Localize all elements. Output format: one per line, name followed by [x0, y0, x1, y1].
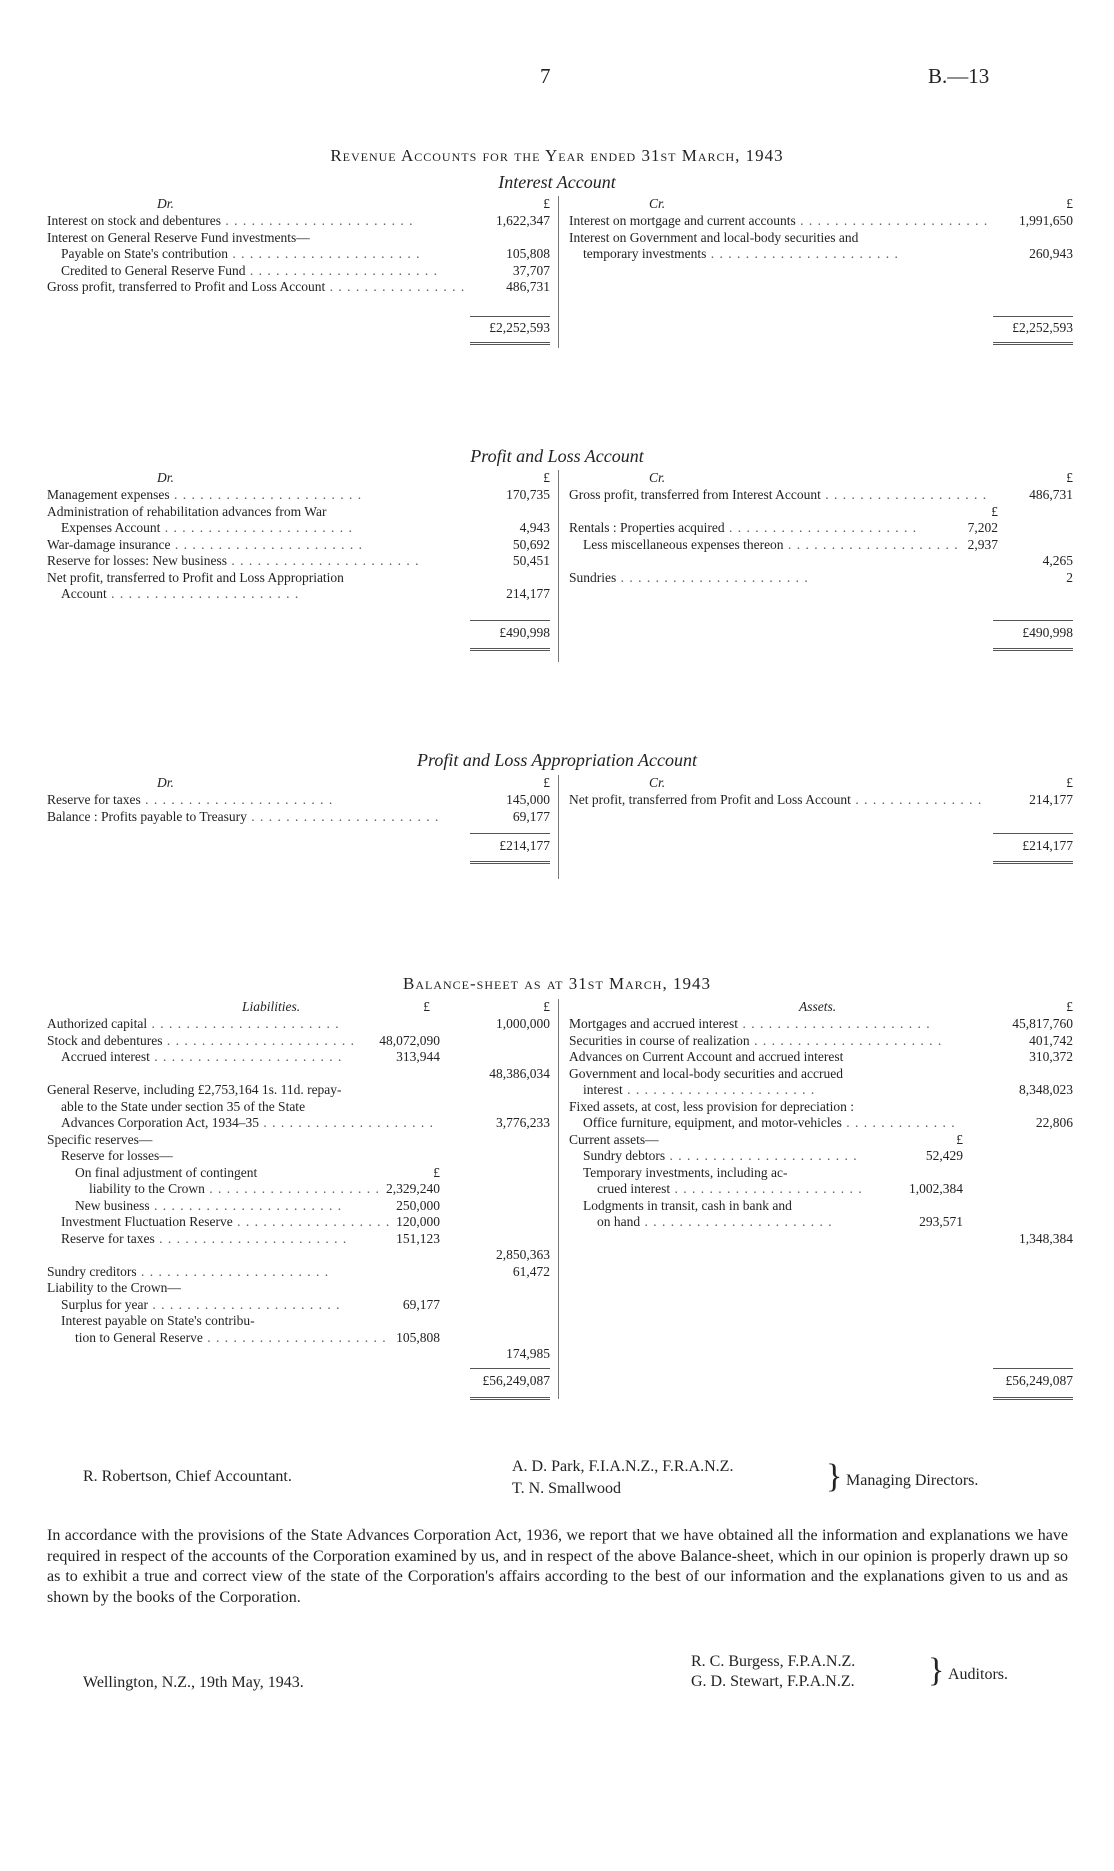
interest-account [47, 196, 1073, 356]
account-row [47, 1313, 550, 1330]
profit-loss-credit-side [569, 470, 1073, 586]
liabilities-sub-currency: £ [423, 999, 430, 1014]
row-label: Office furniture, equipment, and motor-vehicles . . [569, 1115, 957, 1132]
auditor-signature-2: G. D. Stewart, F.P.A.N.Z. [691, 1673, 855, 1690]
account-row [47, 537, 550, 554]
row-label: Sundry creditors . . [47, 1264, 434, 1281]
row-label: Liability to the Crown— [47, 1280, 181, 1295]
account-row [47, 1330, 550, 1347]
row-label [47, 1247, 434, 1264]
row-amount: 1,348,384 [1013, 1231, 1073, 1248]
row-amount: 2,850,363 [490, 1247, 550, 1264]
row-label: Interest on mortgage and current accounts . . [569, 213, 987, 230]
row-amount: 3,776,233 [490, 1115, 550, 1132]
chief-accountant-signature: R. Robertson, Chief Accountant. [83, 1468, 292, 1485]
row-label: Fixed assets, at cost, less provision for depreciation : [569, 1098, 854, 1114]
row-label: War-damage insurance . . [47, 537, 464, 554]
interest-dr-currency: £ [543, 196, 550, 211]
row-label [569, 504, 992, 521]
appropriation-cr-currency: £ [1066, 775, 1073, 790]
assets-total: £56,249,087 [1005, 1373, 1073, 1388]
row-label: Stock and debentures . . [47, 1033, 434, 1050]
row-amount: 486,731 [500, 279, 550, 296]
row-label: Rentals : Properties acquired . . [569, 520, 992, 537]
revenue-accounts-heading: Revenue Accounts for the Year ended 31st March, 1943 [330, 146, 784, 165]
row-label: Expenses Account . . [47, 520, 464, 537]
account-row [47, 1346, 550, 1363]
appropriation-debit-side [47, 775, 550, 825]
row-label: Securities in course of realization . . [569, 1033, 957, 1050]
row-label: Balance : Profits payable to Treasury . . [47, 809, 464, 826]
row-label: Credited to General Reserve Fund . . [47, 263, 464, 280]
row-subamount: 250,000 [390, 1198, 440, 1215]
row-amount: 69,177 [507, 809, 550, 826]
row-label: Reserve for losses: New business . . [47, 553, 464, 570]
account-row [569, 1016, 1073, 1033]
row-label [47, 1066, 434, 1083]
row-amount: 37,707 [507, 263, 550, 280]
account-row [569, 1099, 1073, 1116]
account-row [47, 263, 550, 280]
account-row [47, 1297, 550, 1314]
liabilities-currency: £ [543, 999, 550, 1014]
account-row [47, 1198, 550, 1215]
row-subamount: 293,571 [913, 1214, 963, 1231]
profit-loss-debit-side [47, 470, 550, 603]
account-row [47, 487, 550, 504]
account-row [569, 504, 1073, 521]
account-row [47, 809, 550, 826]
profit-loss-divider [558, 470, 559, 662]
profit-loss-debit-total: £490,998 [499, 625, 550, 640]
profit-loss-cr-currency: £ [1066, 470, 1073, 485]
row-label: Investment Fluctuation Reserve . . [47, 1214, 434, 1231]
liabilities-total: £56,249,087 [482, 1373, 550, 1388]
auditors-title: Auditors. [948, 1666, 1008, 1683]
account-row [569, 246, 1073, 263]
row-label: Temporary investments, including ac- [583, 1164, 788, 1180]
profit-loss-credit-total: £490,998 [1022, 625, 1073, 640]
row-label: General Reserve, including £2,753,164 1s. 11d. repay- [47, 1082, 342, 1097]
row-amount: 401,742 [1023, 1033, 1073, 1050]
row-label: Lodgments in transit, cash in bank and [583, 1197, 792, 1213]
interest-debit-side [47, 196, 550, 296]
row-label: Gross profit, transferred to Profit and Loss Account . . [47, 279, 464, 296]
row-label: Sundries . . [569, 570, 992, 587]
interest-credit-side [569, 196, 1073, 263]
row-amount: 214,177 [500, 586, 550, 603]
audit-report-paragraph: In accordance with the provisions of the State Advances Corporation Act, 1936, we report that we have obtained all the information and explanations we have required in respect of the accounts of the Corporation examined by us, and in respect of the above Balance-sheet, which in our opinion is properly drawn up so as to exhibit a true and correct view of the state of the Corporation's affairs according to the best of our information and the explanations given to us and as shown by the books of the Corporation. [47, 1527, 1068, 1606]
account-row [47, 1231, 550, 1248]
appropriation-account [47, 775, 1073, 885]
row-label: crued interest . . [569, 1181, 957, 1198]
row-amount: 105,808 [500, 246, 550, 263]
profit-loss-account-title: Profit and Loss Account [470, 446, 644, 466]
row-subamount: 52,429 [920, 1148, 963, 1165]
account-row [569, 230, 1073, 247]
row-label: temporary investments . . [569, 246, 987, 263]
row-subamount: 151,123 [390, 1231, 440, 1248]
account-row [47, 1016, 550, 1033]
account-row [47, 1033, 550, 1050]
row-label: Sundry debtors . . [569, 1148, 957, 1165]
interest-cr-label: Cr. [649, 196, 666, 211]
row-amount: 170,735 [500, 487, 550, 504]
appropriation-dr-currency: £ [543, 775, 550, 790]
row-amount: 1,622,347 [490, 213, 550, 230]
account-row [47, 246, 550, 263]
row-amount: 4,943 [514, 520, 550, 537]
row-subamount: 69,177 [397, 1297, 440, 1314]
account-row [47, 279, 550, 296]
row-subamount: 48,072,090 [373, 1033, 440, 1050]
appropriation-debit-total: £214,177 [499, 838, 550, 853]
appropriation-dr-label: Dr. [157, 775, 174, 790]
row-subamount: £ [985, 504, 998, 521]
row-amount: 174,985 [500, 1346, 550, 1363]
account-row [47, 1280, 550, 1297]
row-label: Reserve for losses— [61, 1148, 173, 1163]
row-label: On final adjustment of contingent [75, 1164, 258, 1180]
account-row [569, 1214, 1073, 1231]
row-label: Net profit, transferred from Profit and Loss Account . . [569, 792, 987, 809]
row-label: Interest on stock and debentures . . [47, 213, 464, 230]
account-row [47, 792, 550, 809]
page-number: 7 [540, 64, 551, 88]
account-row [569, 570, 1073, 587]
account-row [47, 230, 550, 247]
profit-loss-cr-label: Cr. [649, 470, 666, 485]
row-label: Management expenses . . [47, 487, 464, 504]
row-label: Advances on Current Account and accrued interest [569, 1049, 844, 1064]
account-row [47, 1181, 550, 1198]
row-subamount: 120,000 [390, 1214, 440, 1231]
row-label: Payable on State's contribution . . [47, 246, 464, 263]
account-row [569, 553, 1073, 570]
account-row [47, 1132, 550, 1149]
row-subamount: 313,944 [390, 1049, 440, 1066]
account-row [47, 1247, 550, 1264]
assets-side [569, 999, 1073, 1247]
row-subamount: £ [950, 1132, 963, 1149]
row-label: Accrued interest . . [47, 1049, 434, 1066]
row-label: Advances Corporation Act, 1934–35 . . [47, 1115, 434, 1132]
account-row [569, 213, 1073, 230]
appropriation-divider [558, 775, 559, 879]
managing-directors-title: Managing Directors. [846, 1472, 979, 1489]
balance-sheet [47, 999, 1073, 1409]
row-label: liability to the Crown . . [47, 1181, 434, 1198]
row-label: Net profit, transferred to Profit and Loss Appropriation [47, 569, 344, 585]
profit-loss-dr-label: Dr. [157, 470, 174, 485]
account-row [569, 1181, 1073, 1198]
profit-loss-account [47, 470, 1073, 670]
interest-debit-total: £2,252,593 [489, 320, 550, 335]
account-row [47, 1148, 550, 1165]
liabilities-label: Liabilities. [242, 999, 301, 1014]
account-row [569, 487, 1073, 504]
row-label [569, 553, 992, 570]
row-label: New business . . [47, 1198, 434, 1215]
account-row [569, 792, 1073, 809]
account-row [47, 1115, 550, 1132]
account-row [569, 1066, 1073, 1083]
row-label: Reserve for taxes . . [47, 792, 464, 809]
row-subamount: 1,002,384 [903, 1181, 963, 1198]
row-label: Account . . [47, 586, 464, 603]
row-label: Less miscellaneous expenses thereon . . [569, 537, 992, 554]
row-amount: 310,372 [1023, 1049, 1073, 1066]
account-row [569, 1148, 1073, 1165]
account-row [569, 1198, 1073, 1215]
row-amount: 1,000,000 [490, 1016, 550, 1033]
appropriation-credit-total: £214,177 [1022, 838, 1073, 853]
row-subamount: £ [427, 1165, 440, 1182]
balance-sheet-divider [558, 999, 559, 1399]
assets-currency: £ [1066, 999, 1073, 1014]
auditors-brace: } [928, 1652, 945, 1689]
interest-cr-currency: £ [1066, 196, 1073, 211]
row-label: on hand . . [569, 1214, 957, 1231]
row-amount: 45,817,760 [1006, 1016, 1073, 1033]
row-label: Surplus for year . . [47, 1297, 434, 1314]
account-row [569, 1132, 1073, 1149]
row-label: interest . . [569, 1082, 957, 1099]
account-row [47, 553, 550, 570]
row-amount: 48,386,034 [483, 1066, 550, 1083]
account-row [569, 1115, 1073, 1132]
account-row [569, 1231, 1073, 1248]
row-label: able to the State under section 35 of the State [61, 1098, 306, 1114]
appropriation-credit-side [569, 775, 1073, 809]
row-subamount: 7,202 [962, 520, 998, 537]
place-and-date: Wellington, N.Z., 19th May, 1943. [83, 1674, 304, 1691]
account-row [47, 1214, 550, 1231]
account-row [569, 1082, 1073, 1099]
row-label: tion to General Reserve . . [47, 1330, 434, 1347]
row-amount: 22,806 [1030, 1115, 1073, 1132]
row-label: Interest on Government and local-body securities and [569, 229, 859, 245]
row-label: Government and local-body securities and accrued [569, 1065, 844, 1081]
assets-label: Assets. [799, 999, 837, 1014]
row-amount: 50,451 [507, 553, 550, 570]
balance-sheet-heading: Balance-sheet as at 31st March, 1943 [403, 974, 711, 993]
director-signature-2: T. N. Smallwood [512, 1480, 622, 1497]
account-row [47, 1264, 550, 1281]
account-row [569, 520, 1073, 537]
liabilities-side [47, 999, 550, 1363]
row-subamount: 2,937 [962, 537, 998, 554]
account-row [47, 570, 550, 587]
row-amount: 50,692 [507, 537, 550, 554]
row-label: Mortgages and accrued interest . . [569, 1016, 957, 1033]
account-row [47, 1165, 550, 1182]
account-row [569, 537, 1073, 554]
row-label [47, 1346, 434, 1363]
row-amount: 61,472 [507, 1264, 550, 1281]
interest-credit-total: £2,252,593 [1012, 320, 1073, 335]
account-row [47, 504, 550, 521]
directors-brace: } [826, 1458, 843, 1495]
account-row [47, 1099, 550, 1116]
row-amount: 145,000 [500, 792, 550, 809]
director-signature-1: A. D. Park, F.I.A.N.Z., F.R.A.N.Z. [512, 1458, 734, 1475]
row-label: Interest on General Reserve Fund investments— [47, 229, 310, 245]
row-label: Administration of rehabilitation advances from War [47, 503, 327, 519]
account-row [47, 1082, 550, 1099]
auditor-signature-1: R. C. Burgess, F.P.A.N.Z. [691, 1653, 856, 1670]
row-subamount: 105,808 [390, 1330, 440, 1347]
account-row [47, 1066, 550, 1083]
interest-dr-label: Dr. [157, 196, 174, 211]
row-label: Reserve for taxes . . [47, 1231, 434, 1248]
row-label: Specific reserves— [47, 1131, 153, 1147]
row-label: Authorized capital . . [47, 1016, 434, 1033]
account-row [569, 1033, 1073, 1050]
profit-loss-dr-currency: £ [543, 470, 550, 485]
row-label [569, 1231, 957, 1248]
row-amount: 8,348,023 [1013, 1082, 1073, 1099]
row-label: Current assets— [569, 1131, 659, 1147]
account-row [47, 586, 550, 603]
row-amount: 1,991,650 [1013, 213, 1073, 230]
row-label: Gross profit, transferred from Interest Account . . [569, 487, 992, 504]
document-code: B.—13 [928, 64, 990, 88]
account-row [569, 1165, 1073, 1182]
interest-account-title: Interest Account [498, 172, 616, 192]
appropriation-account-title: Profit and Loss Appropriation Account [416, 750, 698, 770]
row-amount: 486,731 [1023, 487, 1073, 504]
row-amount: 2 [1060, 570, 1073, 587]
account-row [47, 213, 550, 230]
row-label: Interest payable on State's contribu- [61, 1313, 255, 1328]
account-row [47, 520, 550, 537]
row-subamount: 2,329,240 [380, 1181, 440, 1198]
row-amount: 260,943 [1023, 246, 1073, 263]
row-amount: 214,177 [1023, 792, 1073, 809]
account-row [47, 1049, 550, 1066]
interest-divider [558, 196, 559, 348]
row-amount: 4,265 [1037, 553, 1073, 570]
appropriation-cr-label: Cr. [649, 775, 666, 790]
account-row [569, 1049, 1073, 1066]
